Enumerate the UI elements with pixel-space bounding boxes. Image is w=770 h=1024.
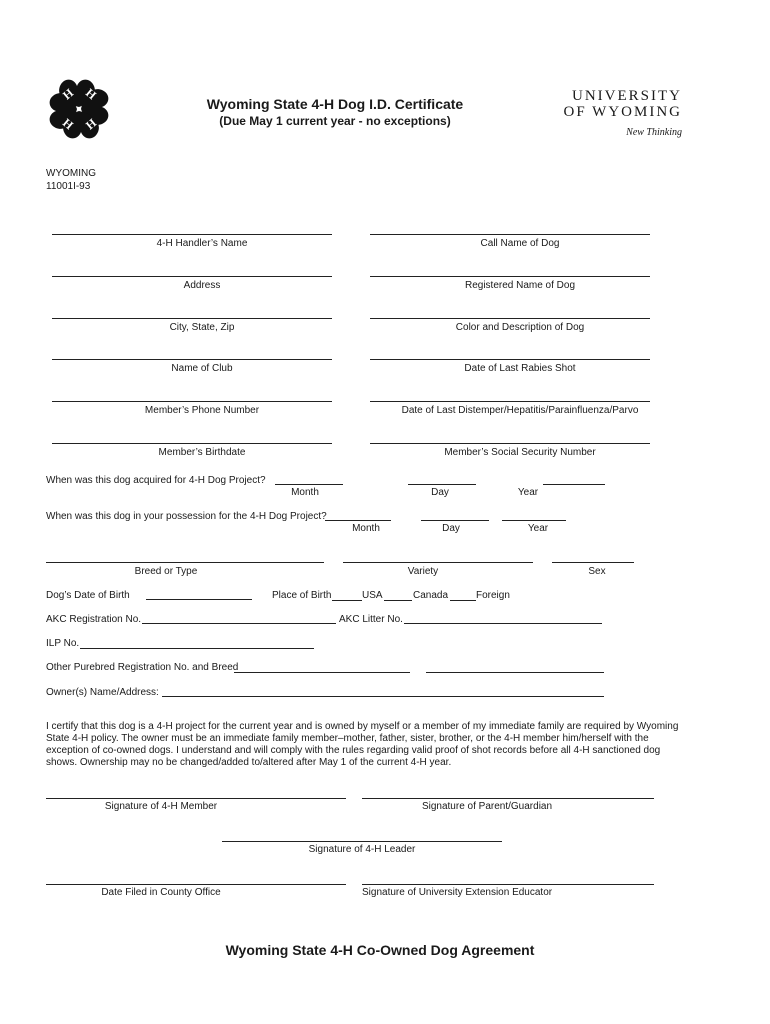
form-state: WYOMING xyxy=(46,168,96,179)
other-registration-label: Other Purebred Registration No. and Breed xyxy=(46,662,239,673)
foreign-label: Foreign xyxy=(476,590,510,601)
sex-field[interactable] xyxy=(552,562,634,563)
leader-signature-label: Signature of 4-H Leader xyxy=(308,844,416,855)
parent-signature-field[interactable] xyxy=(362,798,654,799)
phone-label: Member’s Phone Number xyxy=(144,405,260,416)
possession-year-field[interactable] xyxy=(502,520,566,521)
club-name-field[interactable] xyxy=(52,359,332,360)
owners-label: Owner(s) Name/Address: xyxy=(46,687,159,698)
distemper-date-label: Date of Last Distemper/Hepatitis/Parainfluenza/Parvo xyxy=(401,405,639,416)
handler-name-field[interactable] xyxy=(52,234,332,235)
possession-month-field[interactable] xyxy=(325,520,391,521)
form-number: 11001I-93 xyxy=(46,181,91,192)
ssn-field[interactable] xyxy=(370,443,650,444)
university-line2: OF WYOMING xyxy=(563,104,682,120)
handler-name-label: 4-H Handler’s Name xyxy=(156,238,248,249)
page-title: Wyoming State 4-H Dog I.D. Certificate xyxy=(206,96,464,112)
owners-field[interactable] xyxy=(162,696,604,697)
page-subtitle: (Due May 1 current year - no exceptions) xyxy=(219,114,451,128)
possession-day-label: Day xyxy=(442,523,460,534)
birthdate-field[interactable] xyxy=(52,443,332,444)
canada-field[interactable] xyxy=(384,600,412,601)
co-owned-agreement-title: Wyoming State 4-H Co-Owned Dog Agreement xyxy=(225,942,535,958)
usa-field[interactable] xyxy=(332,600,362,601)
university-line1: UNIVERSITY xyxy=(572,88,682,104)
other-registration-field[interactable] xyxy=(234,672,410,673)
club-name-label: Name of Club xyxy=(171,363,233,374)
birthdate-label: Member’s Birthdate xyxy=(158,447,246,458)
date-filed-label: Date Filed in County Office xyxy=(101,887,221,898)
possession-year-label: Year xyxy=(527,523,549,534)
acquired-day-field[interactable] xyxy=(408,484,476,485)
clover-icon xyxy=(44,74,114,144)
other-breed-field[interactable] xyxy=(426,672,604,673)
color-description-label: Color and Description of Dog xyxy=(455,322,585,333)
educator-signature-field[interactable] xyxy=(362,884,654,885)
rabies-date-label: Date of Last Rabies Shot xyxy=(464,363,576,374)
call-name-field[interactable] xyxy=(370,234,650,235)
acquired-year-label: Year xyxy=(517,487,539,498)
color-description-field[interactable] xyxy=(370,318,650,319)
registered-name-label: Registered Name of Dog xyxy=(464,280,576,291)
registered-name-field[interactable] xyxy=(370,276,650,277)
possession-question: When was this dog in your possession for the 4-H Dog Project? xyxy=(46,511,327,522)
four-h-clover-logo xyxy=(44,74,114,144)
phone-field[interactable] xyxy=(52,401,332,402)
leader-signature-field[interactable] xyxy=(222,841,502,842)
akc-litter-field[interactable] xyxy=(404,623,602,624)
university-logo xyxy=(552,88,682,138)
akc-registration-label: AKC Registration No. xyxy=(46,614,142,625)
distemper-date-field[interactable] xyxy=(370,401,650,402)
svg-text:H: H xyxy=(59,115,77,133)
usa-label: USA xyxy=(362,590,383,601)
svg-text:H: H xyxy=(82,85,100,103)
place-of-birth-label: Place of Birth xyxy=(272,590,332,601)
svg-text:H: H xyxy=(59,85,77,103)
address-field[interactable] xyxy=(52,276,332,277)
variety-field[interactable] xyxy=(343,562,533,563)
university-tagline: New Thinking xyxy=(626,127,682,138)
dob-label: Dog’s Date of Birth xyxy=(46,590,130,601)
ilp-field[interactable] xyxy=(80,648,314,649)
foreign-field[interactable] xyxy=(450,600,476,601)
city-state-zip-field[interactable] xyxy=(52,318,332,319)
breed-field[interactable] xyxy=(46,562,324,563)
ilp-label: ILP No. xyxy=(46,638,80,649)
city-state-zip-label: City, State, Zip xyxy=(169,322,235,333)
ssn-label: Member’s Social Security Number xyxy=(444,447,596,458)
breed-label: Breed or Type xyxy=(134,566,198,577)
svg-text:H: H xyxy=(82,115,100,133)
rabies-date-field[interactable] xyxy=(370,359,650,360)
educator-signature-label: Signature of University Extension Educator xyxy=(362,887,553,898)
acquired-question: When was this dog acquired for 4-H Dog Project? xyxy=(46,475,266,486)
acquired-month-field[interactable] xyxy=(275,484,343,485)
certification-text: I certify that this dog is a 4-H project for the current year and is owned by myself or a member of my immediate family are required by Wyoming State 4-H policy. The owner must be an immediate family member–mother, father, sister, brother, or the 4-H member him/herself with the exception of co-owned dogs. I understand and will comply with the rules regarding valid proof of shot records before all 4-H sanctioned dog shows. Ownership may no be changed/added to/altered after May 1 of the current 4-H year. xyxy=(46,721,679,768)
parent-signature-label: Signature of Parent/Guardian xyxy=(421,801,553,812)
variety-label: Variety xyxy=(407,566,439,577)
acquired-day-label: Day xyxy=(431,487,449,498)
sex-label: Sex xyxy=(588,566,606,577)
canada-label: Canada xyxy=(413,590,449,601)
member-signature-label: Signature of 4-H Member xyxy=(104,801,218,812)
date-filed-field[interactable] xyxy=(46,884,346,885)
possession-month-label: Month xyxy=(352,523,380,534)
dob-field[interactable] xyxy=(146,599,252,600)
member-signature-field[interactable] xyxy=(46,798,346,799)
possession-day-field[interactable] xyxy=(421,520,489,521)
akc-litter-label: AKC Litter No. xyxy=(339,614,403,625)
call-name-label: Call Name of Dog xyxy=(480,238,560,249)
address-label: Address xyxy=(183,280,221,291)
akc-registration-field[interactable] xyxy=(142,623,336,624)
acquired-year-field[interactable] xyxy=(543,484,605,485)
acquired-month-label: Month xyxy=(291,487,319,498)
